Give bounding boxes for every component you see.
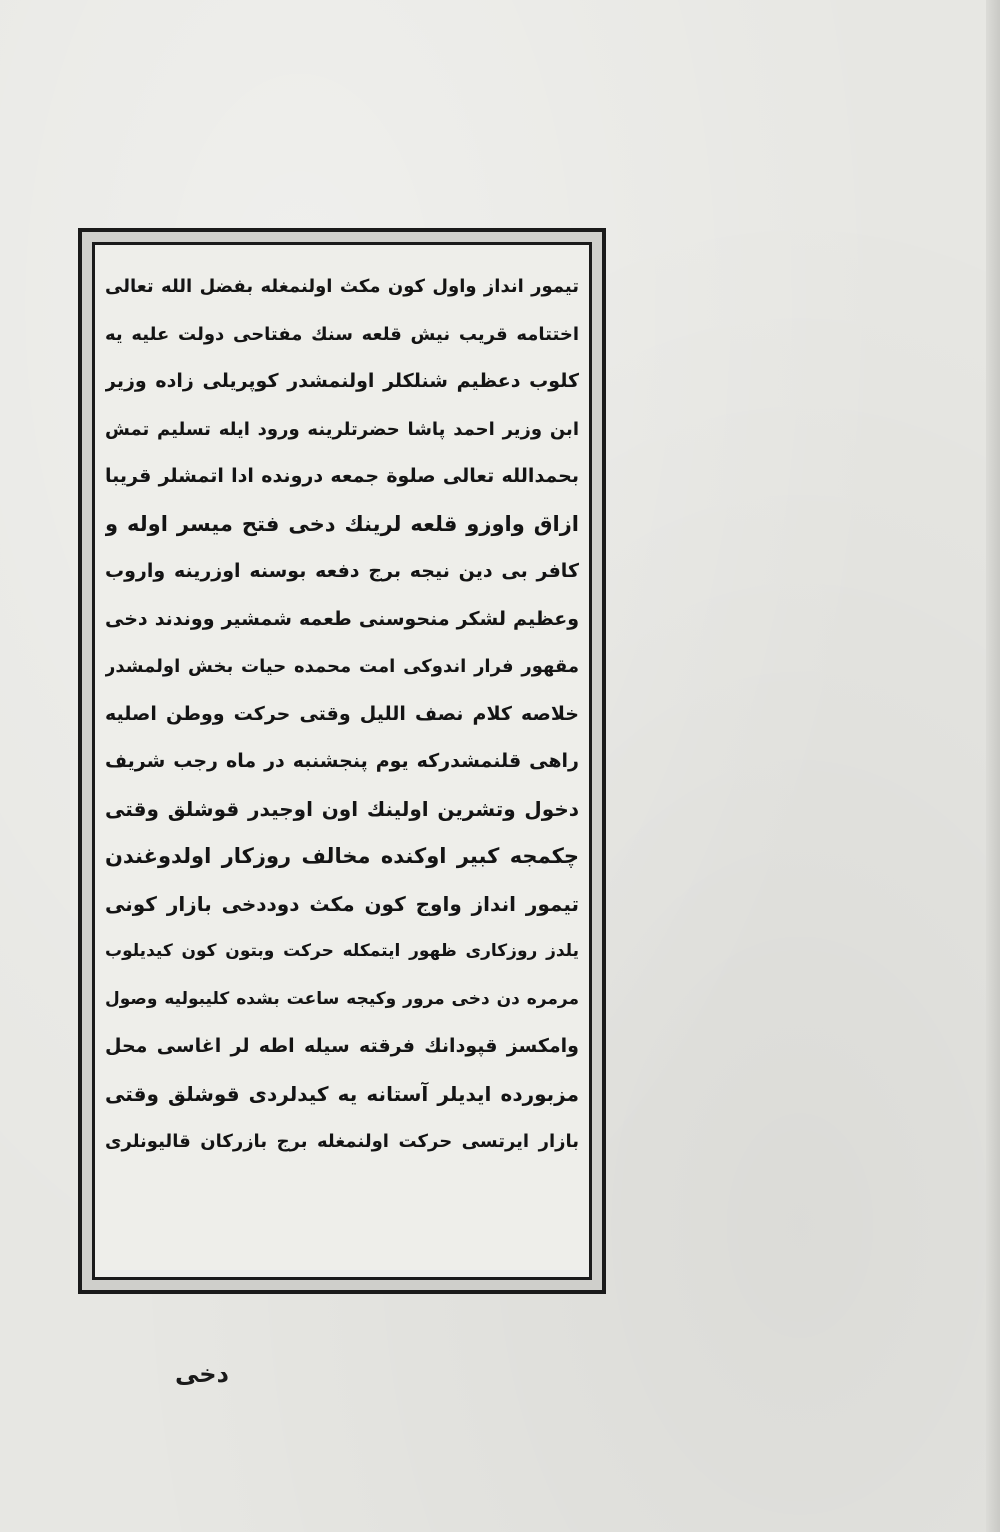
manuscript-line: دخول وتشرین اولینك اون اوجیدر قوشلق وقتی: [105, 796, 579, 821]
manuscript-line: مزبورده ایدیلر آستانه یه کیدلردی قوشلق وقتی: [105, 1081, 579, 1106]
manuscript-line: مرمره دن دخی مرور وکیجه ساعت بشده کلیبولیه وصول: [105, 988, 579, 1009]
manuscript-line: یلدز روزکاری ظهور ایتمکله حرکت وبتون کون کیدیلوب: [105, 941, 579, 961]
manuscript-line: راهی قلنمشدرکه یوم پنجشنبه در ماه رجب شریف: [105, 750, 579, 772]
catchword: دخی: [175, 1360, 229, 1388]
manuscript-text-block: [105, 263, 579, 1267]
manuscript-line: بازار ایرتسی حرکت اولنمغله برج بازرکان قالیونلری: [105, 1131, 579, 1152]
manuscript-line: تیمور انداز واول کون مکث اولنمغله بفضل الله تعالی: [105, 276, 579, 297]
manuscript-line: اختتامه قریب نیش قلعه سنك مفتاحی دولت علیه یه: [105, 323, 579, 345]
manuscript-line: بحمدالله تعالی صلوة جمعه درونده ادا اتمشلر قریبا: [105, 465, 579, 487]
text-frame: [78, 228, 606, 1294]
manuscript-line: وعظیم لشکر منحوسنی طعمه شمشیر ووندند دخی: [105, 607, 579, 630]
manuscript-line: ابن وزیر احمد پاشا حضرتلرینه ورود ایله تسلیم تمش: [105, 418, 579, 440]
manuscript-line: خلاصه کلام نصف اللیل وقتی حرکت ووطن اصلیه: [105, 702, 579, 725]
manuscript-line: کافر بی دین نیجه برج دفعه بوسنه اوزرینه واروب: [105, 560, 579, 582]
manuscript-line: مقهور فرار اندوکی امت محمده حیات بخش اولمشدر: [105, 656, 579, 677]
manuscript-line: وامکسز قپودانك فرقته سیله اطه لر اغاسی محل: [105, 1035, 579, 1057]
manuscript-line: کلوب دعظیم شنلکلر اولنمشدر کوپریلی زاده وزیر: [105, 370, 579, 392]
manuscript-line: ازاق واوزو قلعه لرینك دخی فتح میسر اوله و: [105, 511, 579, 536]
manuscript-line: تیمور انداز واوج کون مکث دوددخی بازار کونی: [105, 891, 579, 916]
page-edge: [986, 0, 1000, 1532]
text-frame-inner: [92, 242, 592, 1280]
manuscript-line: چکمجه کبیر اوکنده مخالف روزکار اولدوغندن: [105, 844, 579, 868]
